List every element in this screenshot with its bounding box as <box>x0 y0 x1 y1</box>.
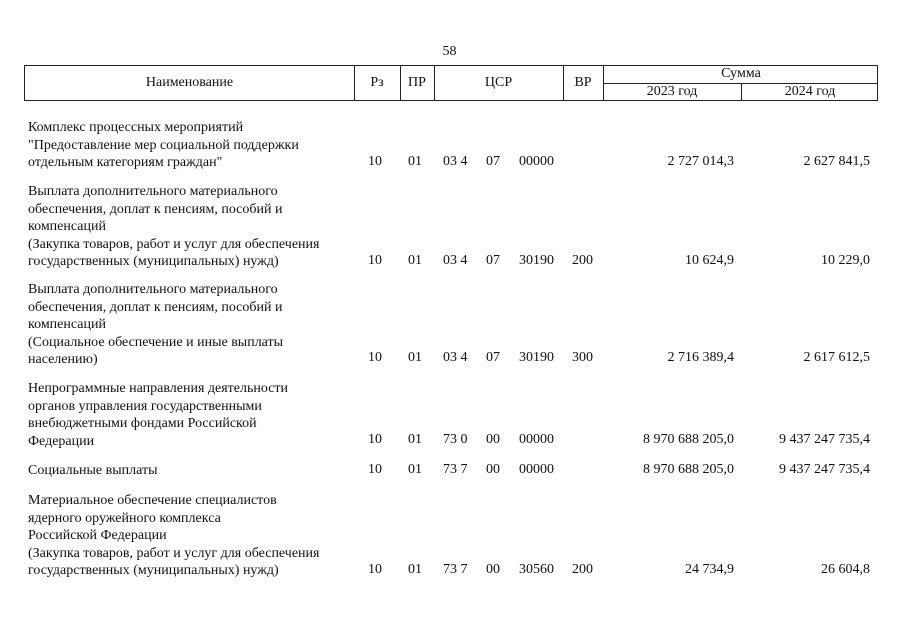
header-csr: ЦСР <box>484 75 513 90</box>
header-pr: ПР <box>408 75 426 90</box>
row-name: Выплата дополнительного материального обеспечения, доплат к пенсиям, пособий и компенсаций (Социальное обеспечение и иные выплаты населению) <box>28 282 284 367</box>
row-name: Социальные выплаты <box>28 463 158 478</box>
row-name: Комплекс процессных мероприятий "Предоставление мер социальной поддержки отдельным категориям граждан" <box>28 120 299 170</box>
page-number: 58 <box>442 44 457 59</box>
row-sum-2023: 8 970 688 205,0 <box>643 432 734 447</box>
row-csr-subprogram: 07 <box>486 350 500 365</box>
row-csr-subprogram: 07 <box>486 154 500 169</box>
row-csr-direction: 00000 <box>519 432 554 447</box>
row-csr-program: 73 7 <box>443 562 468 577</box>
row-sum-2023: 24 734,9 <box>685 562 734 577</box>
row-csr-program: 73 0 <box>443 432 468 447</box>
row-rz: 10 <box>368 154 382 169</box>
header-year-2023: 2023 год <box>646 84 698 99</box>
row-sum-2023: 2 727 014,3 <box>667 154 734 169</box>
row-name: Непрограммные направления деятельности органов управления государственными внебюджетными фондами Российской Федерации <box>28 381 289 449</box>
row-vr: 300 <box>572 350 593 365</box>
row-csr-subprogram: 00 <box>486 562 500 577</box>
row-csr-direction: 00000 <box>519 154 554 169</box>
row-csr-program: 73 7 <box>443 462 468 477</box>
header-sum: Сумма <box>721 66 761 81</box>
row-pr: 01 <box>408 350 422 365</box>
header-year-2024: 2024 год <box>784 84 836 99</box>
header-name: Наименование <box>145 75 234 90</box>
row-vr: 200 <box>572 253 593 268</box>
row-csr-subprogram: 00 <box>486 462 500 477</box>
row-csr-program: 03 4 <box>443 154 468 169</box>
row-rz: 10 <box>368 350 382 365</box>
row-sum-2024: 26 604,8 <box>821 562 870 577</box>
row-pr: 01 <box>408 253 422 268</box>
row-sum-2024: 9 437 247 735,4 <box>779 462 870 477</box>
row-csr-program: 03 4 <box>443 253 468 268</box>
header-rz: Рз <box>370 75 384 90</box>
row-name: Материальное обеспечение специалистов ядерного оружейного комплекса Российской Федерации (Закупка товаров, работ и услуг для обеспечения государственных (муниципальных) нужд) <box>28 493 320 578</box>
row-sum-2023: 10 624,9 <box>685 253 734 268</box>
row-sum-2024: 2 627 841,5 <box>803 154 870 169</box>
row-pr: 01 <box>408 562 422 577</box>
row-rz: 10 <box>368 432 382 447</box>
row-csr-direction: 30190 <box>519 253 554 268</box>
row-pr: 01 <box>408 154 422 169</box>
row-csr-program: 03 4 <box>443 350 468 365</box>
row-pr: 01 <box>408 432 422 447</box>
header-vr: ВР <box>574 75 592 90</box>
row-csr-subprogram: 00 <box>486 432 500 447</box>
row-name: Выплата дополнительного материального обеспечения, доплат к пенсиям, пособий и компенсаций (Закупка товаров, работ и услуг для обеспечения государственных (муниципальных) нужд) <box>28 184 320 269</box>
row-sum-2023: 8 970 688 205,0 <box>643 462 734 477</box>
row-vr: 200 <box>572 562 593 577</box>
row-csr-subprogram: 07 <box>486 253 500 268</box>
row-rz: 10 <box>368 562 382 577</box>
row-pr: 01 <box>408 462 422 477</box>
row-csr-direction: 30190 <box>519 350 554 365</box>
row-rz: 10 <box>368 253 382 268</box>
row-sum-2024: 9 437 247 735,4 <box>779 432 870 447</box>
row-sum-2024: 2 617 612,5 <box>803 350 870 365</box>
table-header <box>24 65 878 101</box>
row-csr-direction: 30560 <box>519 562 554 577</box>
row-sum-2024: 10 229,0 <box>821 253 870 268</box>
row-csr-direction: 00000 <box>519 462 554 477</box>
row-rz: 10 <box>368 462 382 477</box>
row-sum-2023: 2 716 389,4 <box>667 350 734 365</box>
